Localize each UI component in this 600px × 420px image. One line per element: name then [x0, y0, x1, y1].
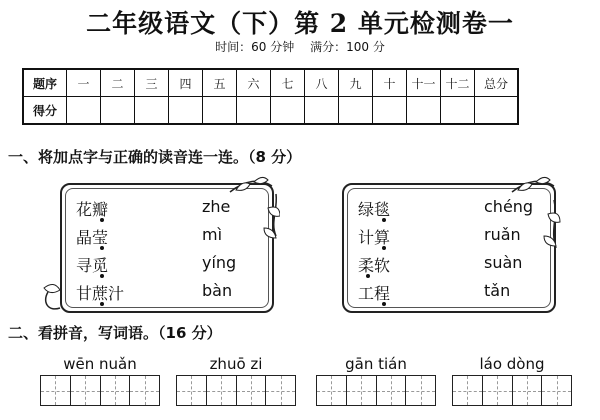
question-number: 六 [237, 69, 271, 97]
section1-heading: 一、将加点字与正确的读音连一连。（8 分） [8, 148, 302, 166]
writing-cell[interactable] [207, 376, 237, 405]
word-item: 工程 [358, 284, 391, 303]
writing-cell[interactable] [347, 376, 377, 405]
vine-decoration-icon [322, 170, 562, 320]
time-limit: 时间：60 分钟 [215, 40, 295, 54]
score-cell[interactable] [305, 97, 339, 125]
page-title: 二年级语文（下）第 2 单元检测卷一 [86, 9, 514, 38]
word-item: 寻觅 [76, 256, 109, 275]
word-item: 柔软 [358, 256, 391, 275]
pinyin-item: tǎn [484, 281, 511, 300]
score-cell[interactable] [203, 97, 237, 125]
pinyin-prompt: gān tián [345, 355, 407, 373]
total-label: 总分 [475, 69, 519, 97]
question-number: 四 [169, 69, 203, 97]
word-item: 计算 [358, 228, 391, 247]
score-cell[interactable] [407, 97, 441, 125]
writing-cell[interactable] [237, 376, 267, 405]
pinyin-item: bàn [202, 281, 233, 300]
question-number: 八 [305, 69, 339, 97]
writing-cell[interactable] [542, 376, 571, 405]
pinyin-writing-item [452, 355, 572, 406]
pinyin-writing-item [316, 355, 436, 406]
writing-cell[interactable] [71, 376, 101, 405]
writing-cell[interactable] [513, 376, 543, 405]
score-cell[interactable] [237, 97, 271, 125]
score-cell[interactable] [339, 97, 373, 125]
writing-cell[interactable] [177, 376, 207, 405]
question-number: 十一 [407, 69, 441, 97]
score-cell[interactable] [441, 97, 475, 125]
writing-cell[interactable] [130, 376, 159, 405]
score-table-score-row [23, 97, 518, 125]
pinyin-writing-item [176, 355, 296, 406]
pinyin-prompt: láo dòng [479, 355, 545, 373]
vine-decoration-icon [40, 170, 280, 320]
question-number: 三 [135, 69, 169, 97]
pinyin-prompt: zhuō zi [209, 355, 263, 373]
pinyin-item: yíng [202, 253, 237, 272]
tianzige-grid[interactable] [40, 375, 160, 406]
score-cell[interactable] [373, 97, 407, 125]
question-number: 十二 [441, 69, 475, 97]
score-cell[interactable] [135, 97, 169, 125]
score-cell[interactable] [169, 97, 203, 125]
writing-cell[interactable] [453, 376, 483, 405]
question-number: 一 [67, 69, 101, 97]
question-number: 五 [203, 69, 237, 97]
exam-meta [0, 38, 600, 55]
pinyin-item: mì [202, 225, 223, 244]
pinyin-writing-item [40, 355, 160, 406]
score-cell[interactable] [67, 97, 101, 125]
score-table [22, 68, 519, 125]
word-item: 绿毯 [358, 200, 391, 219]
tianzige-grid[interactable] [316, 375, 436, 406]
score-cell[interactable] [101, 97, 135, 125]
word-item: 甘蔗汁 [76, 284, 125, 303]
score-cell[interactable] [271, 97, 305, 125]
writing-cell[interactable] [101, 376, 131, 405]
word-item: 花瓣 [76, 200, 109, 219]
section2-heading: 二、看拼音，写词语。（16 分） [8, 324, 222, 342]
pinyin-item: ruǎn [484, 225, 521, 244]
score-row-label: 题序 [23, 69, 67, 97]
pinyin-item: suàn [484, 253, 523, 272]
writing-cell[interactable] [266, 376, 295, 405]
pinyin-item: chéng [484, 197, 534, 216]
question-number: 七 [271, 69, 305, 97]
tianzige-grid[interactable] [176, 375, 296, 406]
score-row-label: 得分 [23, 97, 67, 125]
writing-cell[interactable] [406, 376, 435, 405]
question-number: 二 [101, 69, 135, 97]
writing-cell[interactable] [41, 376, 71, 405]
score-table-header-row [23, 69, 518, 97]
full-score: 满分：100 分 [310, 40, 385, 54]
pinyin-item: zhe [202, 197, 231, 216]
tianzige-grid[interactable] [452, 375, 572, 406]
writing-cell[interactable] [317, 376, 347, 405]
question-number: 九 [339, 69, 373, 97]
writing-cell[interactable] [377, 376, 407, 405]
question-number: 十 [373, 69, 407, 97]
pinyin-prompt: wēn nuǎn [63, 355, 137, 373]
word-item: 晶莹 [76, 228, 109, 247]
writing-cell[interactable] [483, 376, 513, 405]
score-cell[interactable] [475, 97, 519, 125]
